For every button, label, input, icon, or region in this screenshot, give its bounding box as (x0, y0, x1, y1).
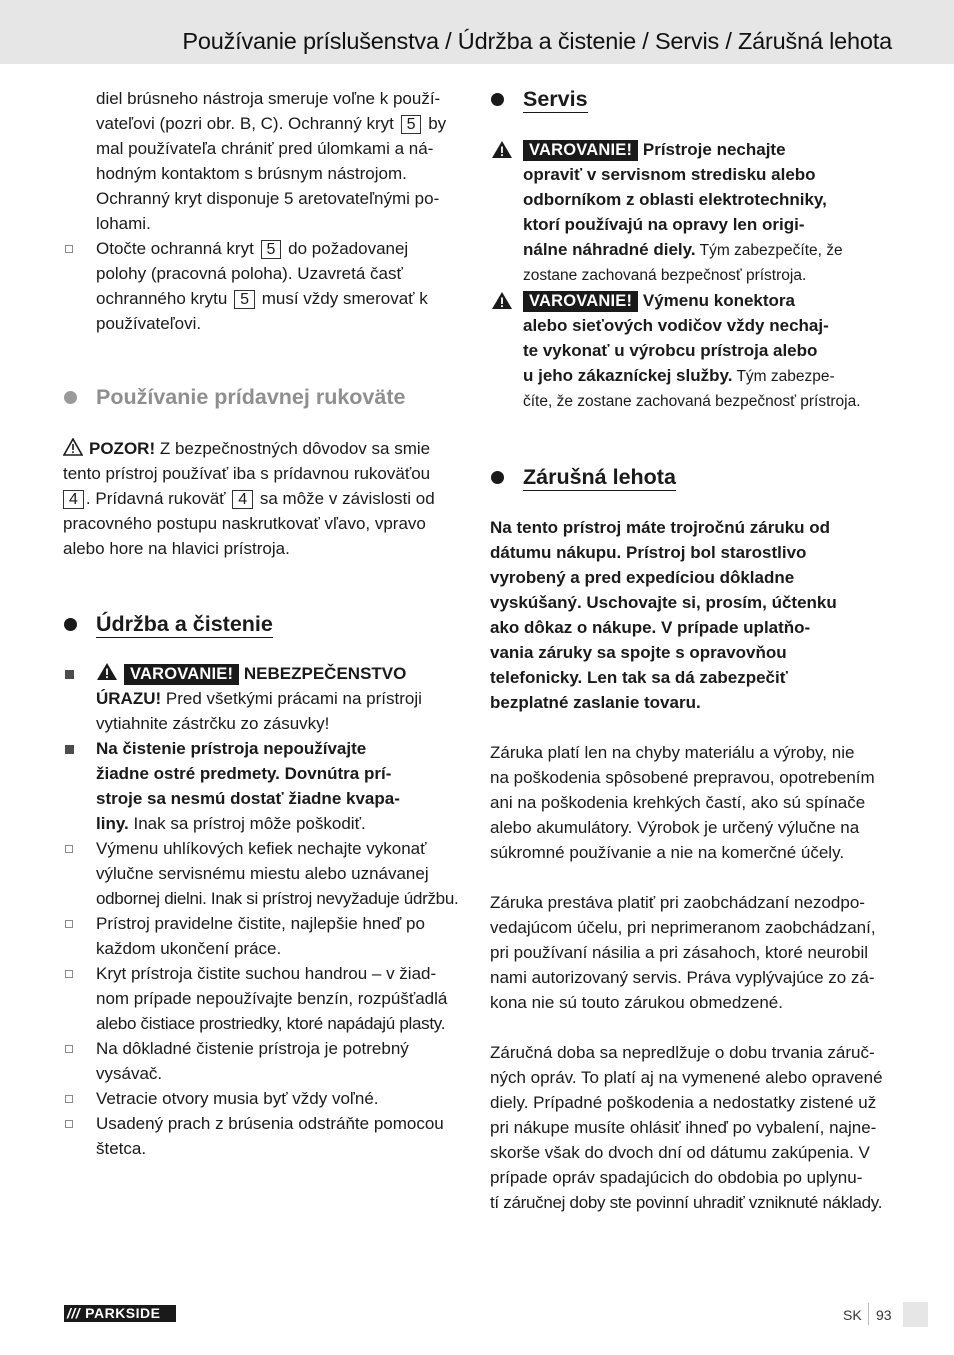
checkbox-bullet-icon (65, 970, 73, 978)
ref-number: 4 (63, 490, 84, 509)
checkbox-bullet-icon (65, 1120, 73, 1128)
warning-badge: VAROVANIE! (124, 664, 239, 685)
bullet-dot-icon (64, 391, 77, 404)
checkbox-bullet-icon (65, 1045, 73, 1053)
warning-triangle-icon (96, 662, 118, 681)
section-heading-handle: Používanie prídavnej rukoväte (63, 382, 463, 412)
caution-paragraph: POZOR! Z bezpečnostných dôvodov sa smie tento prístroj používať iba s prídavnou rukoväťou 4 . Prídavná rukoväť 4 sa môže v závislosti od pracovného postupu naskrutkovať vľavo, vpravo alebo hore na hlavici prístroja. (63, 439, 435, 558)
warranty-paragraph-3: Záručná doba sa nepredlžuje o dobu trvania záruč- ných opráv. To platí aj na vymenené alebo opravené diely. Prípadné poškodenia a nedostatky zistené už pri nákupe musíte ohlásiť ihneď po vybalení, najne- skorše však do dvoch dní od dátumu zakúpenia. V prípade opráv spadajúcich do obdobia po uplynu- tí záručnej doby ste povinní uhradiť vzniknuté náklady. (490, 1043, 883, 1212)
checkbox-bullet-icon (65, 845, 73, 853)
servis-warning-1: VAROVANIE! Prístroje nechajte opraviť v servisnom stredisku alebo odborníkom z oblasti elektrotechniky, ktorí používajú na opravy len origi- nálne náhradné diely. Tým zabezpečíte, že zostane zachovaná bezpečnosť prístroja. (490, 137, 892, 288)
bullet-dot-icon (64, 618, 77, 631)
checkbox-bullet-icon (65, 1095, 73, 1103)
list-item: Usadený prach z brúsenia odstráňte pomocou štetca. (63, 1111, 463, 1161)
intro-paragraph: diel brúsneho nástroja smeruje voľne k použí- vateľovi (pozri obr. B, C). Ochranný kryt 5 by mal používateľa chrániť pred úlomkami a ná- hodným kontaktom s brúsnym nástrojom. Ochranný kryt disponuje 5 aretovateľnými po- lohami. (96, 89, 447, 233)
page-header (0, 0, 954, 64)
checkbox-bullet-icon (65, 245, 73, 253)
warranty-paragraph-2: Záruka prestáva platiť pri zaobchádzaní nezodpo- vedajúcom účelu, pri neprimeranom zaobchádzaní, pri používaní násilia a pri zásahoch, ktoré neurobil nami autorizovaný servis. Práva vyplývajúce zo zá- kona nie sú touto zárukou obmedzené. (490, 893, 876, 1012)
square-bullet-icon (65, 670, 74, 679)
ref-number: 5 (234, 290, 255, 309)
list-item: Na čistenie prístroja nepoužívajte žiadne ostré predmety. Dovnútra prí- stroje sa nesmú dostať žiadne kvapa- liny. Inak sa prístroj môže poškodiť. (63, 736, 463, 836)
footer-divider (868, 1303, 869, 1325)
list-item: Kryt prístroja čistite suchou handrou – v žiad- nom prípade nepoužívajte benzín, rozpúšťadlá alebo čistiace prostriedky, ktoré napádajú plasty. (63, 961, 463, 1036)
square-bullet-icon (65, 745, 74, 754)
warranty-paragraph-1: Záruka platí len na chyby materiálu a výroby, nie na poškodenia spôsobené prepravou, opotrebením ani na poškodenia krehkých častí, ako sú spínače alebo akumulátory. Výrobok je určený výlučne na súkromné používanie a nie na komerčné účely. (490, 743, 875, 862)
warning-triangle-icon (491, 291, 513, 310)
parkside-logo: /// PARKSIDE (64, 1305, 176, 1322)
right-column (490, 84, 892, 1215)
left-column (63, 86, 463, 1161)
ref-number: 4 (232, 490, 253, 509)
list-item: Výmenu uhlíkových kefiek nechajte vykonať výlučne servisnému miestu alebo uznávanej odbornej dielni. Inak si prístroj nevyžaduje údržbu. (63, 836, 463, 911)
ref-number: 5 (401, 115, 422, 134)
list-item: Otočte ochranná kryt 5 do požadovanej polohy (pracovná poloha). Uzavretá časť ochranného krytu 5 musí vždy smerovať k používateľovi. (63, 236, 463, 336)
warning-triangle-icon (491, 140, 513, 159)
bullet-dot-icon (491, 93, 504, 106)
warning-badge: VAROVANIE! (523, 140, 638, 161)
page-tab-marker (903, 1302, 928, 1327)
checkbox-bullet-icon (65, 920, 73, 928)
list-item: Vetracie otvory musia byť vždy voľné. (63, 1086, 463, 1111)
warranty-intro: Na tento prístroj máte trojročnú záruku od dátumu nákupu. Prístroj bol starostlivo vyrobený a pred expedíciou dôkladne vyskúšaný. Uschovajte si, prosím, účtenku ako dôkaz o nákupe. V prípade uplatňo- vania záruky sa spojte s opravovňou telefonicky. Len tak sa dá zabezpečiť bezplatné zaslanie tovaru. (490, 518, 837, 712)
bullet-dot-icon (491, 471, 504, 484)
list-item: VAROVANIE! NEBEZPEČENSTVO ÚRAZU! Pred všetkými prácami na prístroji vytiahnite zástrčku zo zásuvky! (63, 661, 463, 736)
section-heading-warranty: Zárušná lehota (490, 462, 892, 492)
warning-triangle-icon (63, 438, 83, 456)
language-code: SK (843, 1307, 862, 1323)
section-heading-maintenance: Údržba a čistenie (63, 609, 463, 639)
ref-number: 5 (261, 240, 282, 259)
page-title: Používanie príslušenstva / Údržba a čistenie / Servis / Zárušná lehota (182, 28, 892, 54)
page-number: 93 (876, 1307, 892, 1323)
servis-warning-2: VAROVANIE! Výmenu konektora alebo sieťových vodičov vždy nechaj- te vykonať u výrobcu prístroja alebo u jeho zákazníckej služby. Tým zabezpe- číte, že zostane zachovaná bezpečnosť prístroja. (490, 288, 892, 414)
list-item: Prístroj pravidelne čistite, najlepšie hneď po každom ukončení práce. (63, 911, 463, 961)
section-heading-servis: Servis (490, 84, 892, 114)
warning-badge: VAROVANIE! (523, 291, 638, 312)
list-item: Na dôkladné čistenie prístroja je potrebný vysávač. (63, 1036, 463, 1086)
